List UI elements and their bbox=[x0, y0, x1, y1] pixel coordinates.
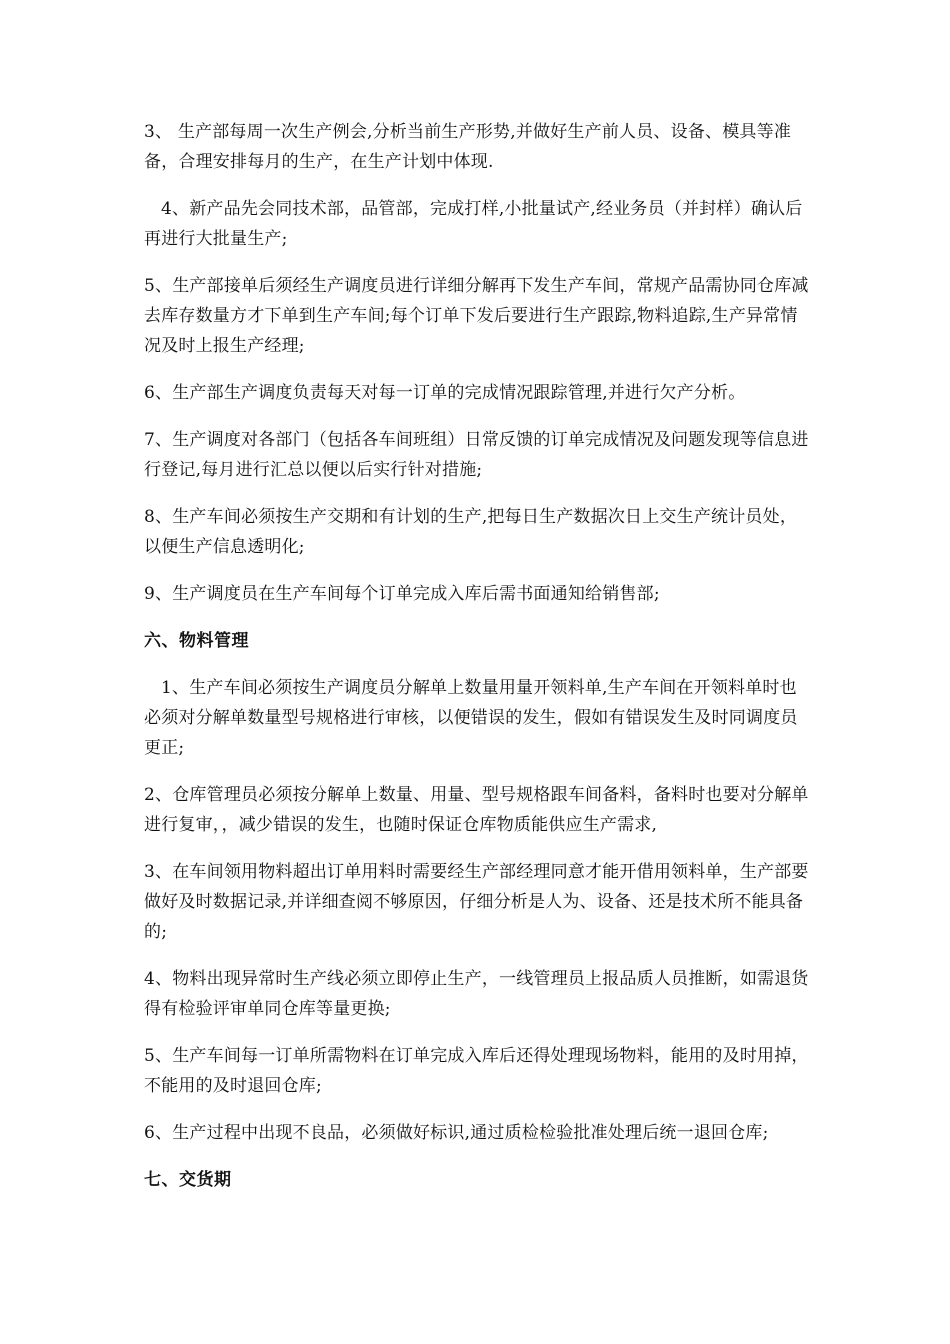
paragraph-a-5: 7、生产调度对各部门（包括各车间班组）日常反馈的订单完成情况及问题发现等信息进行登记,每月进行汇总以便以后实行针对措施; bbox=[144, 430, 809, 480]
section-production-rules bbox=[144, 117, 812, 609]
paragraph-b-4: 4、物料出现异常时生产线必须立即停止生产，一线管理员上报品质人员推断，如需退货得有检验评审单同仓库等量更换; bbox=[144, 969, 809, 1019]
section-heading-materials: 六、物料管理 bbox=[144, 631, 249, 651]
paragraph-a-4: 6、生产部生产调度负责每天对每一订单的完成情况跟踪管理,并进行欠产分析。 bbox=[144, 383, 746, 403]
paragraph-b-5: 5、生产车间每一订单所需物料在订单完成入库后还得处理现场物料，能用的及时用掉，不能用的及时退回仓库; bbox=[144, 1046, 809, 1096]
paragraph-a-7: 9、生产调度员在生产车间每个订单完成入库后需书面通知给销售部; bbox=[144, 584, 660, 604]
paragraph-a-2: 4、新产品先会同技术部，品管部，完成打样,小批量试产,经业务员（并封样）确认后再进行大批量生产; bbox=[144, 199, 803, 249]
section-heading-delivery: 七、交货期 bbox=[144, 1170, 232, 1190]
section-materials bbox=[144, 673, 812, 1148]
paragraph-b-6: 6、生产过程中出现不良品，必须做好标识,通过质检检验批准处理后统一退回仓库; bbox=[144, 1123, 769, 1143]
paragraph-a-3: 5、生产部接单后须经生产调度员进行详细分解再下发生产车间，常规产品需协同仓库减去库存数量方才下单到生产车间;每个订单下发后要进行生产跟踪,物料追踪,生产异常情况及时上报生产经理; bbox=[144, 276, 809, 356]
paragraph-a-6: 8、生产车间必须按生产交期和有计划的生产,把每日生产数据次日上交生产统计员处，以便生产信息透明化; bbox=[144, 507, 798, 557]
document-page bbox=[144, 117, 812, 1212]
paragraph-b-2: 2、仓库管理员必须按分解单上数量、用量、型号规格跟车间备料，备料时也要对分解单进行复审，，减少错误的发生，也随时保证仓库物质能供应生产需求, bbox=[144, 785, 809, 835]
paragraph-a-1: 3、 生产部每周一次生产例会,分析当前生产形势,并做好生产前人员、设备、模具等准备，合理安排每月的生产，在生产计划中体现. bbox=[144, 122, 792, 172]
paragraph-b-1: 1、生产车间必须按生产调度员分解单上数量用量开领料单,生产车间在开领料单时也必须对分解单数量型号规格进行审核，以便错误的发生，假如有错误发生及时同调度员更正; bbox=[144, 678, 798, 758]
paragraph-b-3: 3、在车间领用物料超出订单用料时需要经生产部经理同意才能开借用领料单，生产部要做好及时数据记录,并详细查阅不够原因，仔细分析是人为、设备、还是技术所不能具备的; bbox=[144, 862, 809, 942]
